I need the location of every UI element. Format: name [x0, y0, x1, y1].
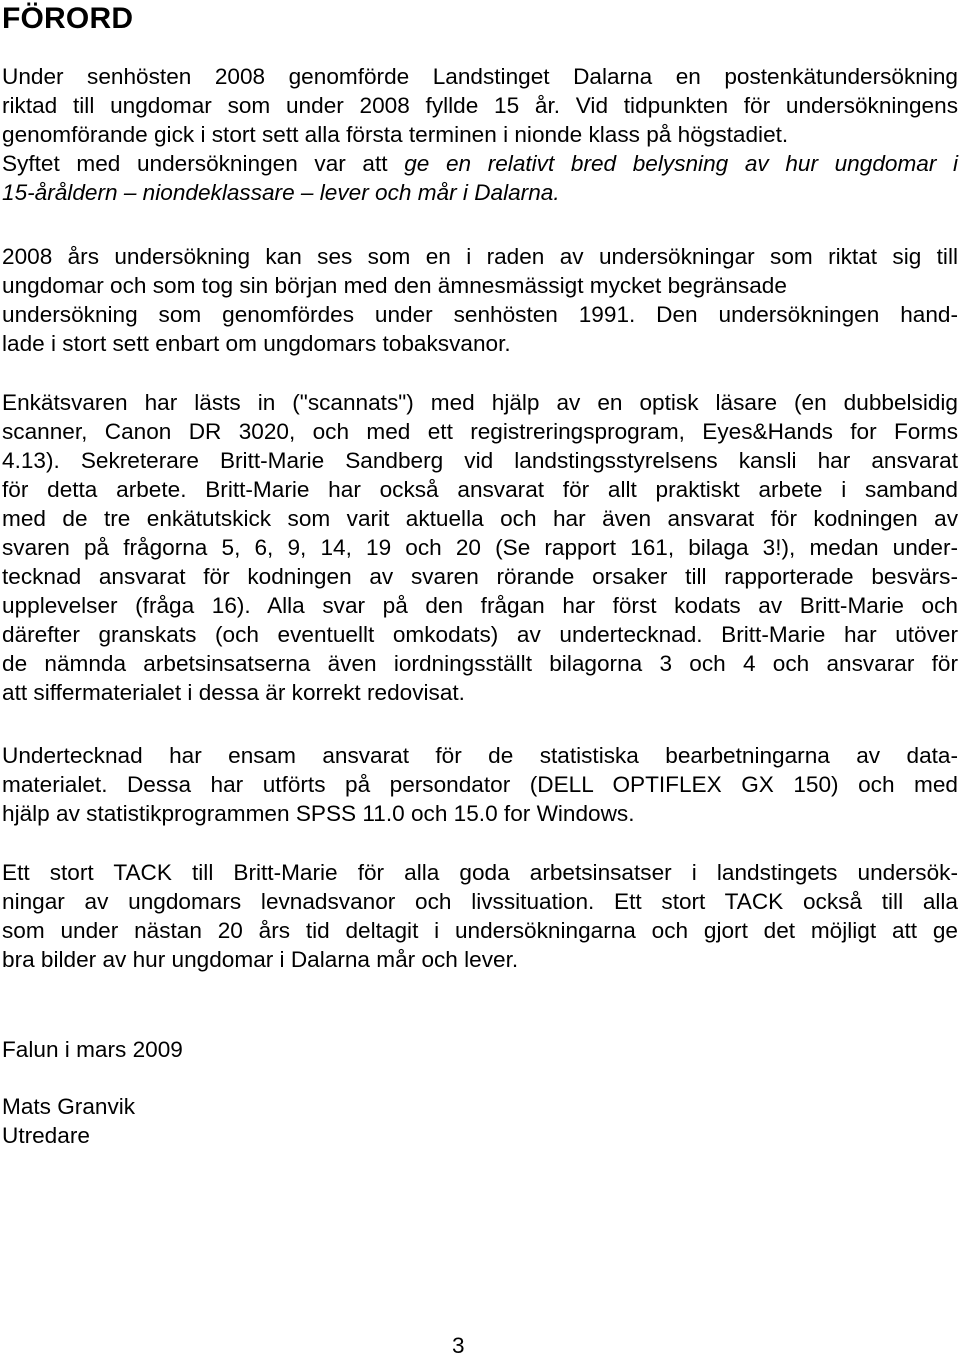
paragraph-line: för detta arbete. Britt-Marie har också ansvarat för allt praktiskt arbete i samband	[2, 477, 958, 502]
paragraph-line: lade i stort sett enbart om ungdomars tobaksvanor.	[2, 331, 511, 356]
paragraph-line: tecknad ansvarat för kodningen av svaren rörande orsaker till rapporterade besvärs-	[2, 564, 958, 589]
paragraph-line: upplevelser (fråga 16). Alla svar på den frågan har först kodats av Britt-Marie och	[2, 593, 958, 618]
signatory-role: Utredare	[2, 1123, 90, 1148]
purpose-lead-text: Syftet med undersökningen var att	[2, 151, 405, 176]
paragraph-line: bra bilder av hur ungdomar i Dalarna mår och lever.	[2, 947, 519, 972]
paragraph-line: 2008 års undersökning kan ses som en i raden av undersökningar som riktat sig till	[2, 244, 958, 269]
paragraph-line	[2, 149, 958, 178]
paragraph-line: undersökning som genomfördes under senhösten 1991. Den undersökningen hand-	[2, 302, 958, 327]
paragraph-introduction	[2, 62, 958, 207]
purpose-quote-text: 15-åråldern – niondeklassare – lever och mår i Dalarna.	[2, 180, 560, 205]
paragraph-line: Ett stort TACK till Britt-Marie för alla goda arbetsinsatser i landstingets undersök-	[2, 860, 958, 885]
paragraph-data-processing	[2, 388, 958, 707]
paragraph-line: hjälp av statistikprogrammen SPSS 11.0 och 15.0 for Windows.	[2, 801, 635, 826]
paragraph-line: materialet. Dessa har utförts på persondator (DELL OPTIFLEX GX 150) och med	[2, 772, 958, 797]
paragraph-line: ungdomar och som tog sin början med den ämnesmässigt mycket begränsade	[2, 273, 787, 298]
paragraph-line: Under senhösten 2008 genomförde Landstinget Dalarna en postenkätundersökning	[2, 64, 958, 89]
signatory-name: Mats Granvik	[2, 1094, 136, 1119]
paragraph-line: riktad till ungdomar som under 2008 fyllde 15 år. Vid tidpunkten för undersökningens	[2, 93, 958, 118]
page-number: 3	[452, 1333, 465, 1358]
paragraph-history	[2, 242, 958, 358]
paragraph-line: att siffermaterialet i dessa är korrekt redovisat.	[2, 680, 465, 705]
paragraph-line: de nämnda arbetsinsatserna även iordningsställt bilagorna 3 och 4 och ansvarar för	[2, 651, 958, 676]
purpose-quote-text: ge en relativt bred belysning av hur ungdomar i	[404, 151, 959, 176]
paragraph-line: genomförande gick i stort sett alla första terminen i nionde klass på högstadiet.	[2, 122, 789, 147]
paragraph-statistics	[2, 741, 958, 828]
paragraph-line: ningar av ungdomars levnadsvanor och livssituation. Ett stort TACK också till alla	[2, 889, 958, 914]
paragraph-line: scanner, Canon DR 3020, och med ett registreringsprogram, Eyes&Hands for Forms	[2, 419, 958, 444]
paragraph-acknowledgements	[2, 858, 958, 974]
paragraph-line: Undertecknad har ensam ansvarat för de statistiska bearbetningarna av data-	[2, 743, 958, 768]
signature-block	[2, 1092, 958, 1150]
page-title: FÖRORD	[2, 2, 134, 35]
paragraph-line: svaren på frågorna 5, 6, 9, 14, 19 och 20 (Se rapport 161, bilaga 3!), medan under-	[2, 535, 958, 560]
place-and-date	[2, 1035, 958, 1064]
paragraph-line: som under nästan 20 års tid deltagit i undersökningarna och gjort det möjligt att ge	[2, 918, 958, 943]
place-date-text: Falun i mars 2009	[2, 1037, 183, 1062]
paragraph-line: Enkätsvaren har lästs in ("scannats") med hjälp av en optisk läsare (en dubbelsidig	[2, 390, 958, 415]
paragraph-line: med de tre enkätutskick som varit aktuella och har även ansvarat för kodningen av	[2, 506, 958, 531]
paragraph-line: därefter granskats (och eventuellt omkodats) av undertecknad. Britt-Marie har utöver	[2, 622, 958, 647]
paragraph-line: 4.13). Sekreterare Britt-Marie Sandberg vid landstingsstyrelsens kansli har ansvarat	[2, 448, 958, 473]
